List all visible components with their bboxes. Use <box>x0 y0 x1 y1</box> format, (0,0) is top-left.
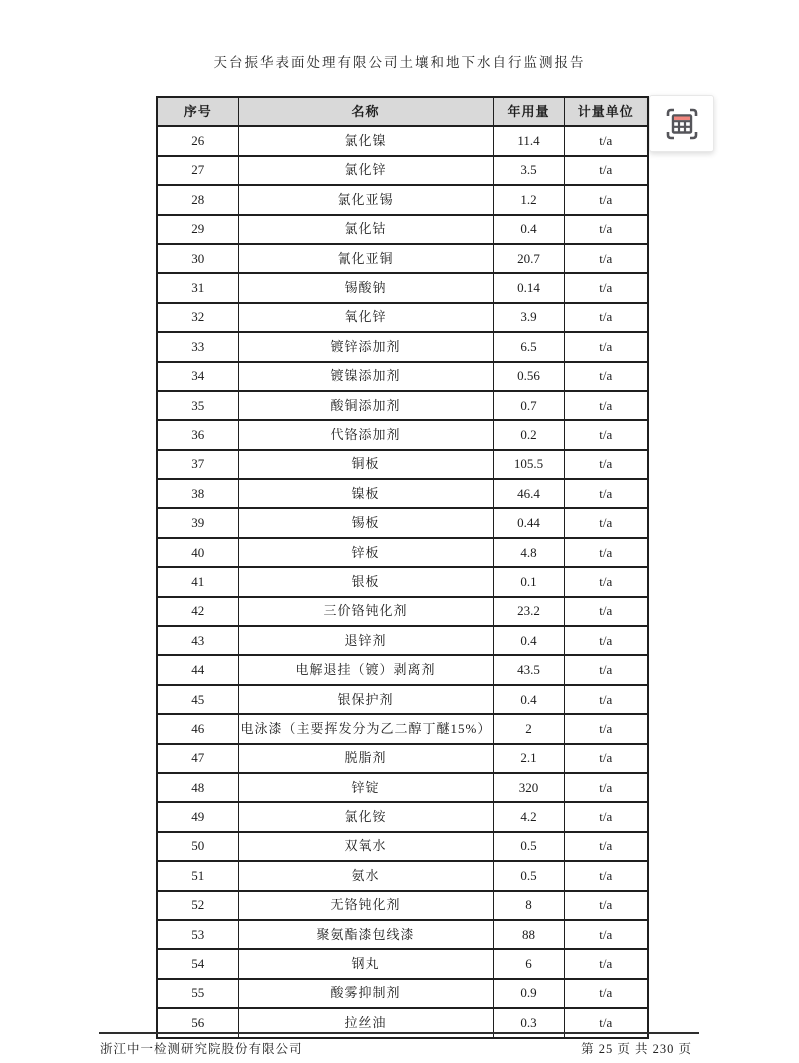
cell-qty: 0.4 <box>493 215 564 244</box>
cell-name: 氯化铵 <box>238 802 493 831</box>
table-row <box>157 508 648 537</box>
table-row <box>157 185 648 214</box>
cell-seq: 45 <box>157 685 238 714</box>
cell-unit: t/a <box>564 215 648 244</box>
cell-qty: 0.3 <box>493 1008 564 1037</box>
table-row <box>157 744 648 773</box>
cell-unit: t/a <box>564 626 648 655</box>
cell-qty: 0.5 <box>493 861 564 890</box>
cell-unit: t/a <box>564 420 648 449</box>
cell-qty: 0.14 <box>493 273 564 302</box>
cell-name: 电解退挂（镀）剥离剂 <box>238 655 493 684</box>
cell-unit: t/a <box>564 920 648 949</box>
cell-qty: 0.4 <box>493 626 564 655</box>
cell-name: 退锌剂 <box>238 626 493 655</box>
cell-name: 代铬添加剂 <box>238 420 493 449</box>
cell-seq: 48 <box>157 773 238 802</box>
cell-seq: 30 <box>157 244 238 273</box>
table-row <box>157 420 648 449</box>
table-row <box>157 655 648 684</box>
cell-unit: t/a <box>564 362 648 391</box>
cell-seq: 46 <box>157 714 238 743</box>
cell-name: 氯化锌 <box>238 156 493 185</box>
cell-seq: 41 <box>157 567 238 596</box>
cell-seq: 33 <box>157 332 238 361</box>
cell-qty: 4.2 <box>493 802 564 831</box>
cell-seq: 54 <box>157 949 238 978</box>
footer-page-number: 第 25 页 共 230 页 <box>581 1042 692 1056</box>
cell-seq: 27 <box>157 156 238 185</box>
cell-unit: t/a <box>564 391 648 420</box>
cell-seq: 52 <box>157 891 238 920</box>
cell-name: 氧化锌 <box>238 303 493 332</box>
cell-unit: t/a <box>564 303 648 332</box>
table-row <box>157 714 648 743</box>
cell-name: 双氧水 <box>238 832 493 861</box>
cell-name: 镍板 <box>238 479 493 508</box>
cell-unit: t/a <box>564 538 648 567</box>
cell-unit: t/a <box>564 597 648 626</box>
cell-name: 氯化亚锡 <box>238 185 493 214</box>
cell-qty: 0.56 <box>493 362 564 391</box>
cell-name: 氨水 <box>238 861 493 890</box>
cell-name: 脱脂剂 <box>238 744 493 773</box>
table-row <box>157 832 648 861</box>
cell-name: 锡板 <box>238 508 493 537</box>
cell-qty: 11.4 <box>493 126 564 155</box>
cell-name: 氰化亚铜 <box>238 244 493 273</box>
table-row <box>157 920 648 949</box>
cell-qty: 8 <box>493 891 564 920</box>
cell-qty: 88 <box>493 920 564 949</box>
cell-seq: 47 <box>157 744 238 773</box>
cell-unit: t/a <box>564 156 648 185</box>
cell-name: 银保护剂 <box>238 685 493 714</box>
cell-qty: 20.7 <box>493 244 564 273</box>
cell-seq: 55 <box>157 979 238 1008</box>
table-header-row <box>157 97 648 126</box>
table-row <box>157 156 648 185</box>
cell-unit: t/a <box>564 479 648 508</box>
table-row <box>157 479 648 508</box>
cell-qty: 1.2 <box>493 185 564 214</box>
cell-qty: 0.4 <box>493 685 564 714</box>
cell-seq: 44 <box>157 655 238 684</box>
table-extract-button[interactable] <box>649 95 714 152</box>
cell-unit: t/a <box>564 979 648 1008</box>
cell-unit: t/a <box>564 802 648 831</box>
cell-unit: t/a <box>564 185 648 214</box>
cell-qty: 3.5 <box>493 156 564 185</box>
cell-qty: 2.1 <box>493 744 564 773</box>
column-header-name: 名称 <box>238 97 493 126</box>
cell-unit: t/a <box>564 773 648 802</box>
cell-name: 拉丝油 <box>238 1008 493 1037</box>
table-row <box>157 949 648 978</box>
cell-seq: 36 <box>157 420 238 449</box>
cell-name: 铜板 <box>238 450 493 479</box>
cell-name: 锌锭 <box>238 773 493 802</box>
table-row <box>157 126 648 155</box>
table-row <box>157 244 648 273</box>
cell-qty: 320 <box>493 773 564 802</box>
cell-unit: t/a <box>564 273 648 302</box>
cell-seq: 28 <box>157 185 238 214</box>
cell-seq: 50 <box>157 832 238 861</box>
cell-unit: t/a <box>564 861 648 890</box>
column-header-qty: 年用量 <box>493 97 564 126</box>
table-row <box>157 979 648 1008</box>
cell-name: 银板 <box>238 567 493 596</box>
table-row <box>157 685 648 714</box>
footer-divider <box>99 1032 699 1034</box>
table-row <box>157 391 648 420</box>
cell-seq: 37 <box>157 450 238 479</box>
cell-qty: 23.2 <box>493 597 564 626</box>
cell-seq: 26 <box>157 126 238 155</box>
table-row <box>157 450 648 479</box>
cell-name: 电泳漆（主要挥发分为乙二醇丁醚15%） <box>238 714 493 743</box>
cell-seq: 53 <box>157 920 238 949</box>
table-row <box>157 861 648 890</box>
cell-seq: 43 <box>157 626 238 655</box>
cell-seq: 40 <box>157 538 238 567</box>
table-row <box>157 538 648 567</box>
cell-unit: t/a <box>564 685 648 714</box>
cell-unit: t/a <box>564 832 648 861</box>
cell-name: 锡酸钠 <box>238 273 493 302</box>
table-row <box>157 273 648 302</box>
annual-usage-table <box>156 96 649 1039</box>
cell-unit: t/a <box>564 332 648 361</box>
table-row <box>157 362 648 391</box>
cell-qty: 6.5 <box>493 332 564 361</box>
cell-qty: 0.44 <box>493 508 564 537</box>
cell-seq: 38 <box>157 479 238 508</box>
cell-name: 氯化钴 <box>238 215 493 244</box>
cell-unit: t/a <box>564 744 648 773</box>
cell-qty: 6 <box>493 949 564 978</box>
table-row <box>157 626 648 655</box>
cell-name: 氯化镍 <box>238 126 493 155</box>
cell-seq: 39 <box>157 508 238 537</box>
cell-name: 镀镍添加剂 <box>238 362 493 391</box>
cell-unit: t/a <box>564 567 648 596</box>
cell-name: 锌板 <box>238 538 493 567</box>
cell-qty: 0.1 <box>493 567 564 596</box>
cell-seq: 32 <box>157 303 238 332</box>
cell-qty: 105.5 <box>493 450 564 479</box>
cell-seq: 56 <box>157 1008 238 1037</box>
cell-name: 无铬钝化剂 <box>238 891 493 920</box>
cell-qty: 0.9 <box>493 979 564 1008</box>
cell-seq: 34 <box>157 362 238 391</box>
column-header-unit: 计量单位 <box>564 97 648 126</box>
cell-unit: t/a <box>564 126 648 155</box>
cell-seq: 29 <box>157 215 238 244</box>
table-scan-icon <box>663 106 701 142</box>
cell-unit: t/a <box>564 450 648 479</box>
cell-unit: t/a <box>564 508 648 537</box>
cell-name: 酸雾抑制剂 <box>238 979 493 1008</box>
table-row <box>157 332 648 361</box>
table-row <box>157 773 648 802</box>
table-row <box>157 303 648 332</box>
cell-qty: 3.9 <box>493 303 564 332</box>
cell-qty: 46.4 <box>493 479 564 508</box>
cell-unit: t/a <box>564 949 648 978</box>
cell-seq: 35 <box>157 391 238 420</box>
cell-seq: 42 <box>157 597 238 626</box>
cell-seq: 49 <box>157 802 238 831</box>
cell-seq: 31 <box>157 273 238 302</box>
cell-unit: t/a <box>564 891 648 920</box>
table-row <box>157 567 648 596</box>
cell-seq: 51 <box>157 861 238 890</box>
cell-qty: 43.5 <box>493 655 564 684</box>
cell-name: 镀锌添加剂 <box>238 332 493 361</box>
cell-name: 钢丸 <box>238 949 493 978</box>
table-row <box>157 215 648 244</box>
doc-header-title: 天台振华表面处理有限公司土壤和地下水自行监测报告 <box>213 55 586 70</box>
cell-qty: 0.7 <box>493 391 564 420</box>
cell-unit: t/a <box>564 1008 648 1037</box>
cell-qty: 2 <box>493 714 564 743</box>
cell-qty: 4.8 <box>493 538 564 567</box>
cell-unit: t/a <box>564 655 648 684</box>
cell-qty: 0.5 <box>493 832 564 861</box>
footer-company: 浙江中一检测研究院股份有限公司 <box>100 1042 303 1056</box>
cell-unit: t/a <box>564 244 648 273</box>
column-header-seq: 序号 <box>157 97 238 126</box>
table-row <box>157 891 648 920</box>
cell-name: 聚氨酯漆包线漆 <box>238 920 493 949</box>
table-row <box>157 802 648 831</box>
cell-unit: t/a <box>564 714 648 743</box>
cell-qty: 0.2 <box>493 420 564 449</box>
cell-name: 酸铜添加剂 <box>238 391 493 420</box>
table-row <box>157 597 648 626</box>
cell-name: 三价铬钝化剂 <box>238 597 493 626</box>
